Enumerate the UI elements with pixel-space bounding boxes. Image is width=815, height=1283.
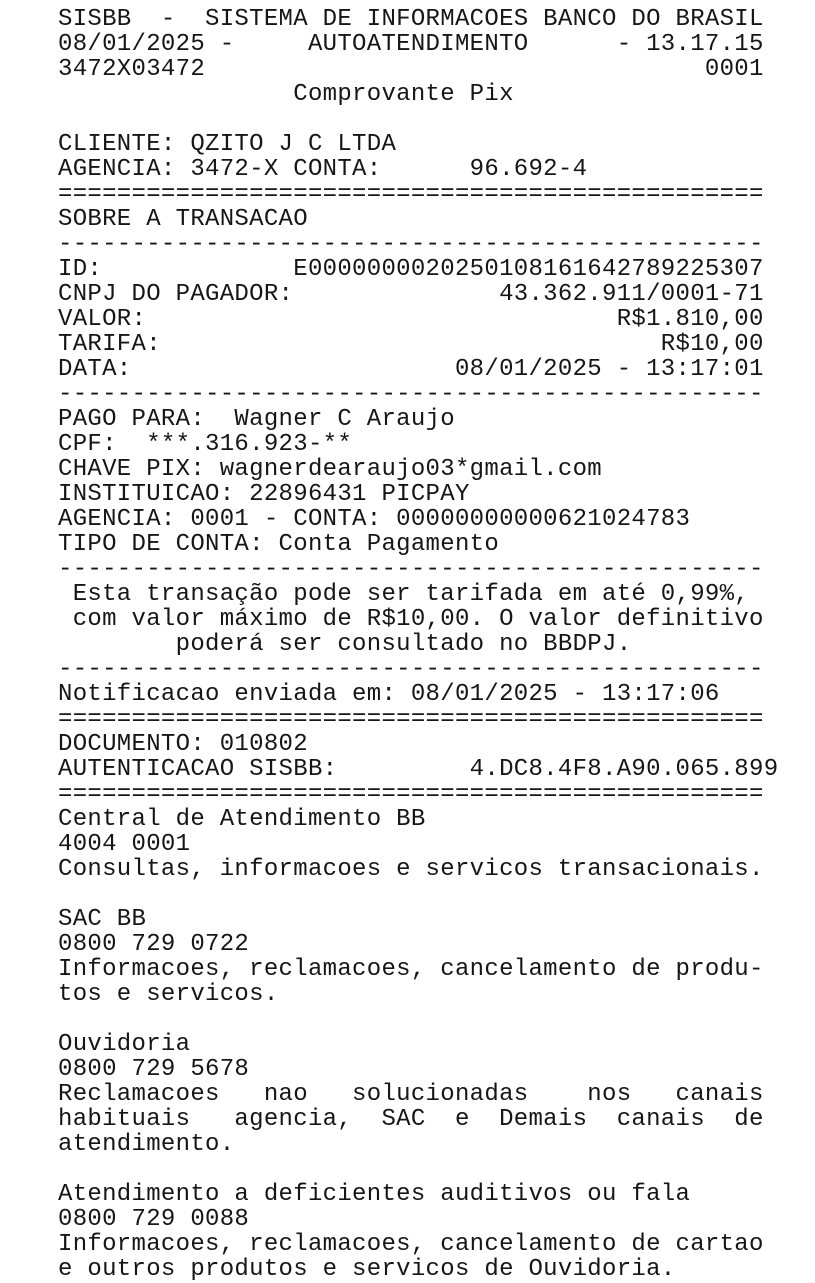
receipt-line: Consultas, informacoes e servicos transacionais. — [58, 856, 764, 883]
receipt-line — [58, 107, 815, 132]
receipt-line: CNPJ DO PAGADOR: 43.362.911/0001-71 — [58, 281, 764, 308]
receipt-line: ------------------------------------------------ — [58, 556, 764, 583]
receipt-line: Informacoes, reclamacoes, cancelamento de produ- — [58, 956, 764, 983]
receipt-line: SISBB - SISTEMA DE INFORMACOES BANCO DO BRASIL — [58, 6, 764, 33]
receipt-line: Atendimento a deficientes auditivos ou fala — [58, 1181, 691, 1208]
receipt-line: atendimento. — [58, 1131, 235, 1158]
receipt-line: ------------------------------------------------ — [58, 381, 764, 408]
receipt-line: Comprovante Pix — [58, 81, 514, 108]
receipt-line: DATA: 08/01/2025 - 13:17:01 — [58, 356, 764, 383]
receipt-line: 0800 729 0722 — [58, 931, 250, 958]
receipt-line: 08/01/2025 - AUTOATENDIMENTO - 13.17.15 — [58, 31, 764, 58]
receipt-line: CPF: ***.316.923-** — [58, 431, 353, 458]
receipt-line: 0800 729 0088 — [58, 1206, 250, 1233]
receipt-line: habituais agencia, SAC e Demais canais de — [58, 1106, 764, 1133]
receipt-line: ------------------------------------------------ — [58, 231, 764, 258]
receipt-line: CHAVE PIX: wagnerdearaujo03*gmail.com — [58, 456, 602, 483]
receipt-line: CLIENTE: QZITO J C LTDA — [58, 131, 397, 158]
receipt-line: TIPO DE CONTA: Conta Pagamento — [58, 531, 500, 558]
receipt-line: AGENCIA: 3472-X CONTA: 96.692-4 — [58, 156, 588, 183]
receipt-line: e outros produtos e servicos de Ouvidoria. — [58, 1256, 676, 1283]
receipt-line: AUTENTICACAO SISBB: 4.DC8.4F8.A90.065.899 — [58, 756, 779, 783]
receipt-line: TARIFA: R$10,00 — [58, 331, 764, 358]
receipt-line: ================================================ — [58, 706, 764, 733]
receipt-line: Central de Atendimento BB — [58, 806, 426, 833]
receipt-line: 4004 0001 — [58, 831, 191, 858]
receipt-line: poderá ser consultado no BBDPJ. — [58, 631, 632, 658]
receipt-line: ------------------------------------------------ — [58, 656, 764, 683]
receipt-line: 0800 729 5678 — [58, 1056, 250, 1083]
receipt-line: INSTITUICAO: 22896431 PICPAY — [58, 481, 470, 508]
receipt-line: ================================================ — [58, 781, 764, 808]
receipt-line — [58, 1157, 815, 1182]
receipt-line: AGENCIA: 0001 - CONTA: 00000000000621024783 — [58, 506, 691, 533]
receipt-line: ================================================ — [58, 181, 764, 208]
receipt-line: VALOR: R$1.810,00 — [58, 306, 764, 333]
receipt-line: 3472X03472 0001 — [58, 56, 764, 83]
receipt-line: DOCUMENTO: 010802 — [58, 731, 308, 758]
receipt-line: Ouvidoria — [58, 1031, 191, 1058]
receipt-line: ID: E0000000020250108161642789225307 — [58, 256, 764, 283]
receipt-line — [58, 1007, 815, 1032]
receipt-line: tos e servicos. — [58, 981, 279, 1008]
receipt-line: Informacoes, reclamacoes, cancelamento de cartao — [58, 1231, 764, 1258]
receipt-line: SAC BB — [58, 906, 147, 933]
receipt-line — [58, 882, 815, 907]
receipt-line: com valor máximo de R$10,00. O valor definitivo — [58, 606, 764, 633]
receipt-line: Notificacao enviada em: 08/01/2025 - 13:17:06 — [58, 681, 720, 708]
receipt-line: Reclamacoes nao solucionadas nos canais — [58, 1081, 764, 1108]
receipt-line: SOBRE A TRANSACAO — [58, 206, 308, 233]
receipt-line: Esta transação pode ser tarifada em até 0,99%, — [58, 581, 750, 608]
receipt-line: PAGO PARA: Wagner C Araujo — [58, 406, 455, 433]
